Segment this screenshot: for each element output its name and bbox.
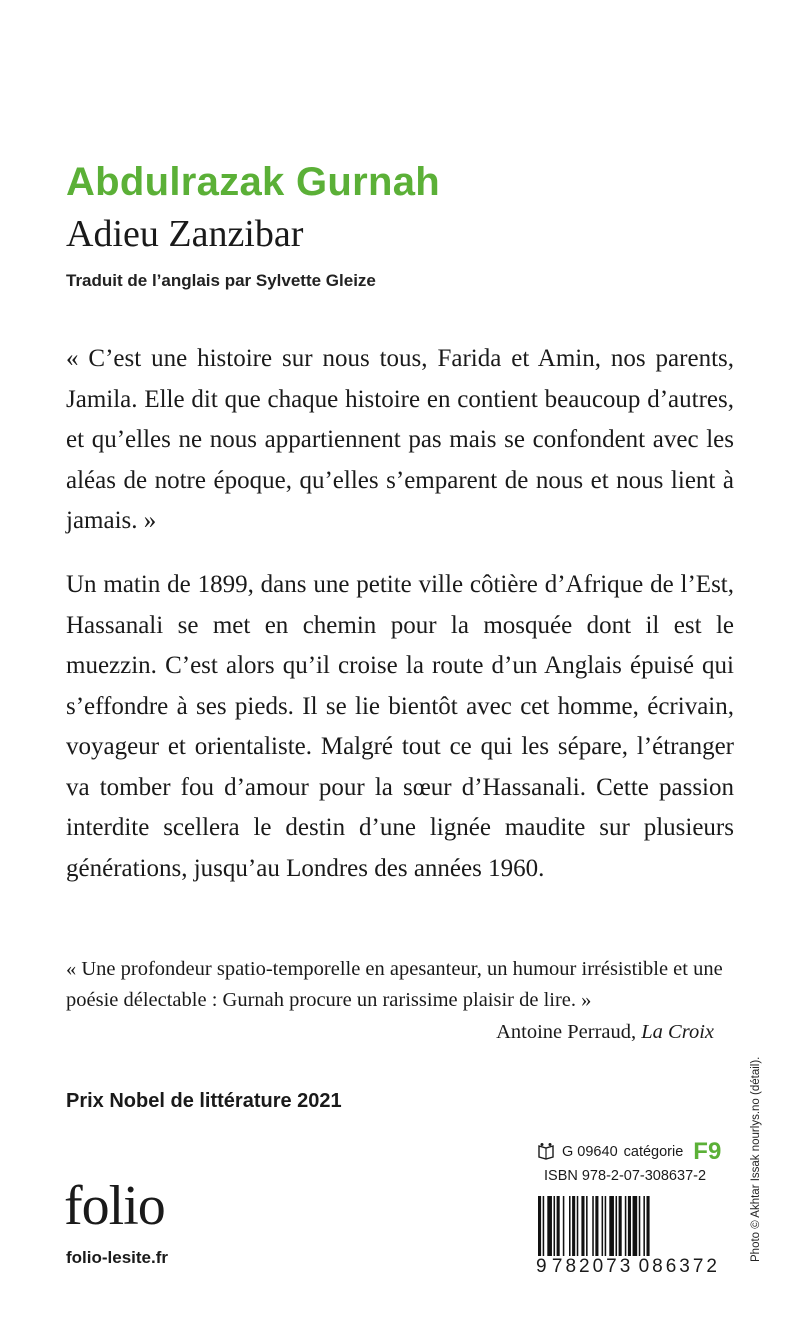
- barcode-bar: [619, 1196, 622, 1256]
- barcode-digit-group: 782073: [551, 1256, 634, 1277]
- barcode-bar: [647, 1196, 650, 1256]
- barcode-bar: [595, 1196, 598, 1256]
- author-name: Abdulrazak Gurnah: [66, 160, 441, 204]
- review-publication: La Croix: [641, 1021, 714, 1043]
- prize-label: Prix Nobel de littérature 2021: [66, 1090, 342, 1112]
- barcode-bar: [643, 1196, 645, 1256]
- category-code: F9: [693, 1138, 722, 1165]
- book-title: Adieu Zanzibar: [66, 213, 304, 255]
- excerpt-quote: « C’est une histoire sur nous tous, Farida et Amin, nos parents, Jamila. Elle dit que chaque histoire en contient beaucoup d’autres, et qu’elles ne nous appartiennent pas mais se confondent avec les aléas de notre époque, qu’elles s’emparent de nous et nous lient à jamais. »: [66, 345, 734, 534]
- barcode-bar: [554, 1196, 556, 1256]
- barcode-bar: [538, 1196, 541, 1256]
- translator-credit: Traduit de l’anglais par Sylvette Gleize: [66, 271, 376, 290]
- barcode-bar: [586, 1196, 588, 1256]
- barcode-digit-group: 9: [536, 1256, 547, 1277]
- barcode-bar: [577, 1196, 579, 1256]
- barcode-bar: [633, 1196, 638, 1256]
- barcode-bar: [592, 1196, 594, 1256]
- category-label: catégorie: [623, 1144, 684, 1160]
- book-icon: [536, 1142, 556, 1162]
- publisher-website: folio-lesite.fr: [66, 1248, 169, 1267]
- synopsis: Un matin de 1899, dans une petite ville côtière d’Afrique de l’Est, Hassanali se met en chemin pour la mosquée dont il est le muezzin. C’est alors qu’il croise la route d’un Anglais épuisé qui s’effondre à ses pieds. Il se lie bientôt avec cet homme, écrivain, voyageur et orientaliste. Malgré tout ce qui les sépare, l’étranger va tomber fou d’amour pour la sœur d’Hassanali. Cette passion interdite scellera le destin d’une lignée maudite sur plusieurs générations, jusqu’au Londres des années 1960.: [66, 571, 734, 882]
- barcode-bar: [563, 1196, 565, 1256]
- barcode-bar: [547, 1196, 552, 1256]
- barcode-bar: [543, 1196, 545, 1256]
- catalog-code: G 09640: [562, 1144, 618, 1160]
- publisher-logo: folio: [64, 1175, 165, 1237]
- barcode-digits: [536, 1256, 720, 1278]
- barcode-bar: [625, 1196, 627, 1256]
- review-attribution: [496, 1021, 714, 1044]
- reviewer-name: Antoine Perraud,: [496, 1021, 637, 1043]
- photo-credit: Photo © Akhtar Issak nourlys.no (détail).: [750, 1056, 762, 1262]
- barcode-bar: [609, 1196, 614, 1256]
- barcode-digit-group: 086372: [638, 1256, 720, 1277]
- catalog-row: [536, 1138, 721, 1166]
- barcode-bar: [639, 1196, 641, 1256]
- barcode-bar: [557, 1196, 560, 1256]
- review-quote: « Une profondeur spatio-temporelle en apesanteur, un humour irrésistible et une poésie délectable : Gurnah procure un rarissime plaisir de lire. »: [66, 958, 723, 1011]
- barcode-bar: [628, 1196, 631, 1256]
- barcode-bar: [602, 1196, 604, 1256]
- barcode-bar: [569, 1196, 571, 1256]
- isbn: ISBN 978-2-07-308637-2: [544, 1168, 707, 1184]
- barcode-bar: [605, 1196, 607, 1256]
- barcode-bar: [581, 1196, 584, 1256]
- barcode-bar: [616, 1196, 618, 1256]
- barcode-bar: [572, 1196, 575, 1256]
- barcode: [538, 1196, 716, 1256]
